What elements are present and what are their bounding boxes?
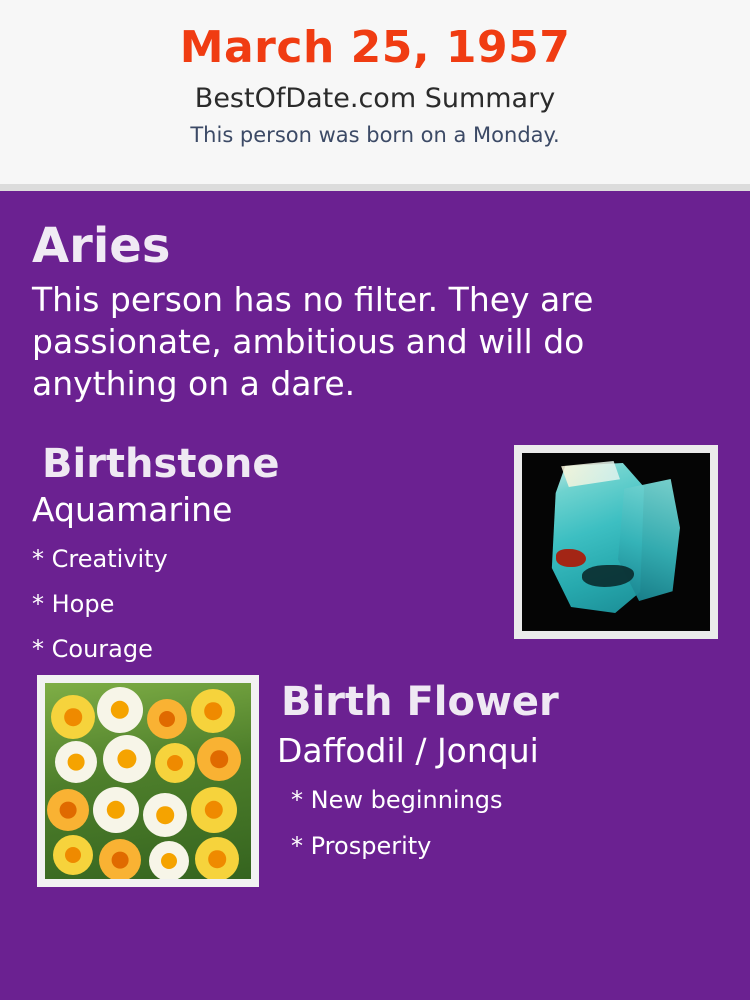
flower-icon (147, 699, 187, 739)
flower-icon (103, 735, 151, 783)
site-summary-label: BestOfDate.com Summary (194, 83, 556, 114)
birth-flower-text (277, 675, 718, 869)
birthstone-image (514, 445, 718, 639)
birth-flower-image-inner (45, 683, 251, 879)
flower-icon (143, 793, 187, 837)
flower-icon (155, 743, 195, 783)
birth-flower-title: Birth Flower (281, 679, 559, 725)
flower-icon (51, 695, 95, 739)
birthstone-image-inner (522, 453, 710, 631)
birth-day-note: This person was born on a Monday. (190, 123, 560, 147)
flower-icon (191, 787, 237, 833)
flower-icon (53, 835, 93, 875)
birth-flower-section (32, 675, 718, 905)
zodiac-description: This person has no filter. They are passionate, ambitious and will do anything on a dare. (32, 280, 594, 403)
flower-icon (47, 789, 89, 831)
birth-flower-name: Daffodil / Jonqui (277, 731, 539, 770)
flower-icon (197, 737, 241, 781)
birthstone-title: Birthstone (42, 441, 280, 487)
birthstone-trait: * Hope (32, 590, 115, 618)
header (0, 0, 750, 184)
flower-icon (55, 741, 97, 783)
gem-inclusion-icon (556, 549, 586, 567)
birth-flower-trait: * Prosperity (291, 832, 432, 860)
birthstone-trait: * Courage (32, 635, 153, 663)
zodiac-sign-title: Aries (32, 218, 171, 274)
birthstone-section (32, 439, 718, 669)
flower-icon (97, 687, 143, 733)
flower-icon (149, 841, 189, 879)
birth-flower-trait: * New beginnings (291, 786, 503, 814)
flower-icon (99, 839, 141, 879)
flower-icon (191, 689, 235, 733)
flower-icon (93, 787, 139, 833)
birthstone-name: Aquamarine (32, 490, 233, 529)
header-divider (0, 184, 750, 191)
page-title: March 25, 1957 (179, 22, 571, 73)
details-panel (0, 191, 750, 1000)
birth-flower-image (37, 675, 259, 887)
birthstone-trait: * Creativity (32, 545, 168, 573)
flower-icon (195, 837, 239, 879)
